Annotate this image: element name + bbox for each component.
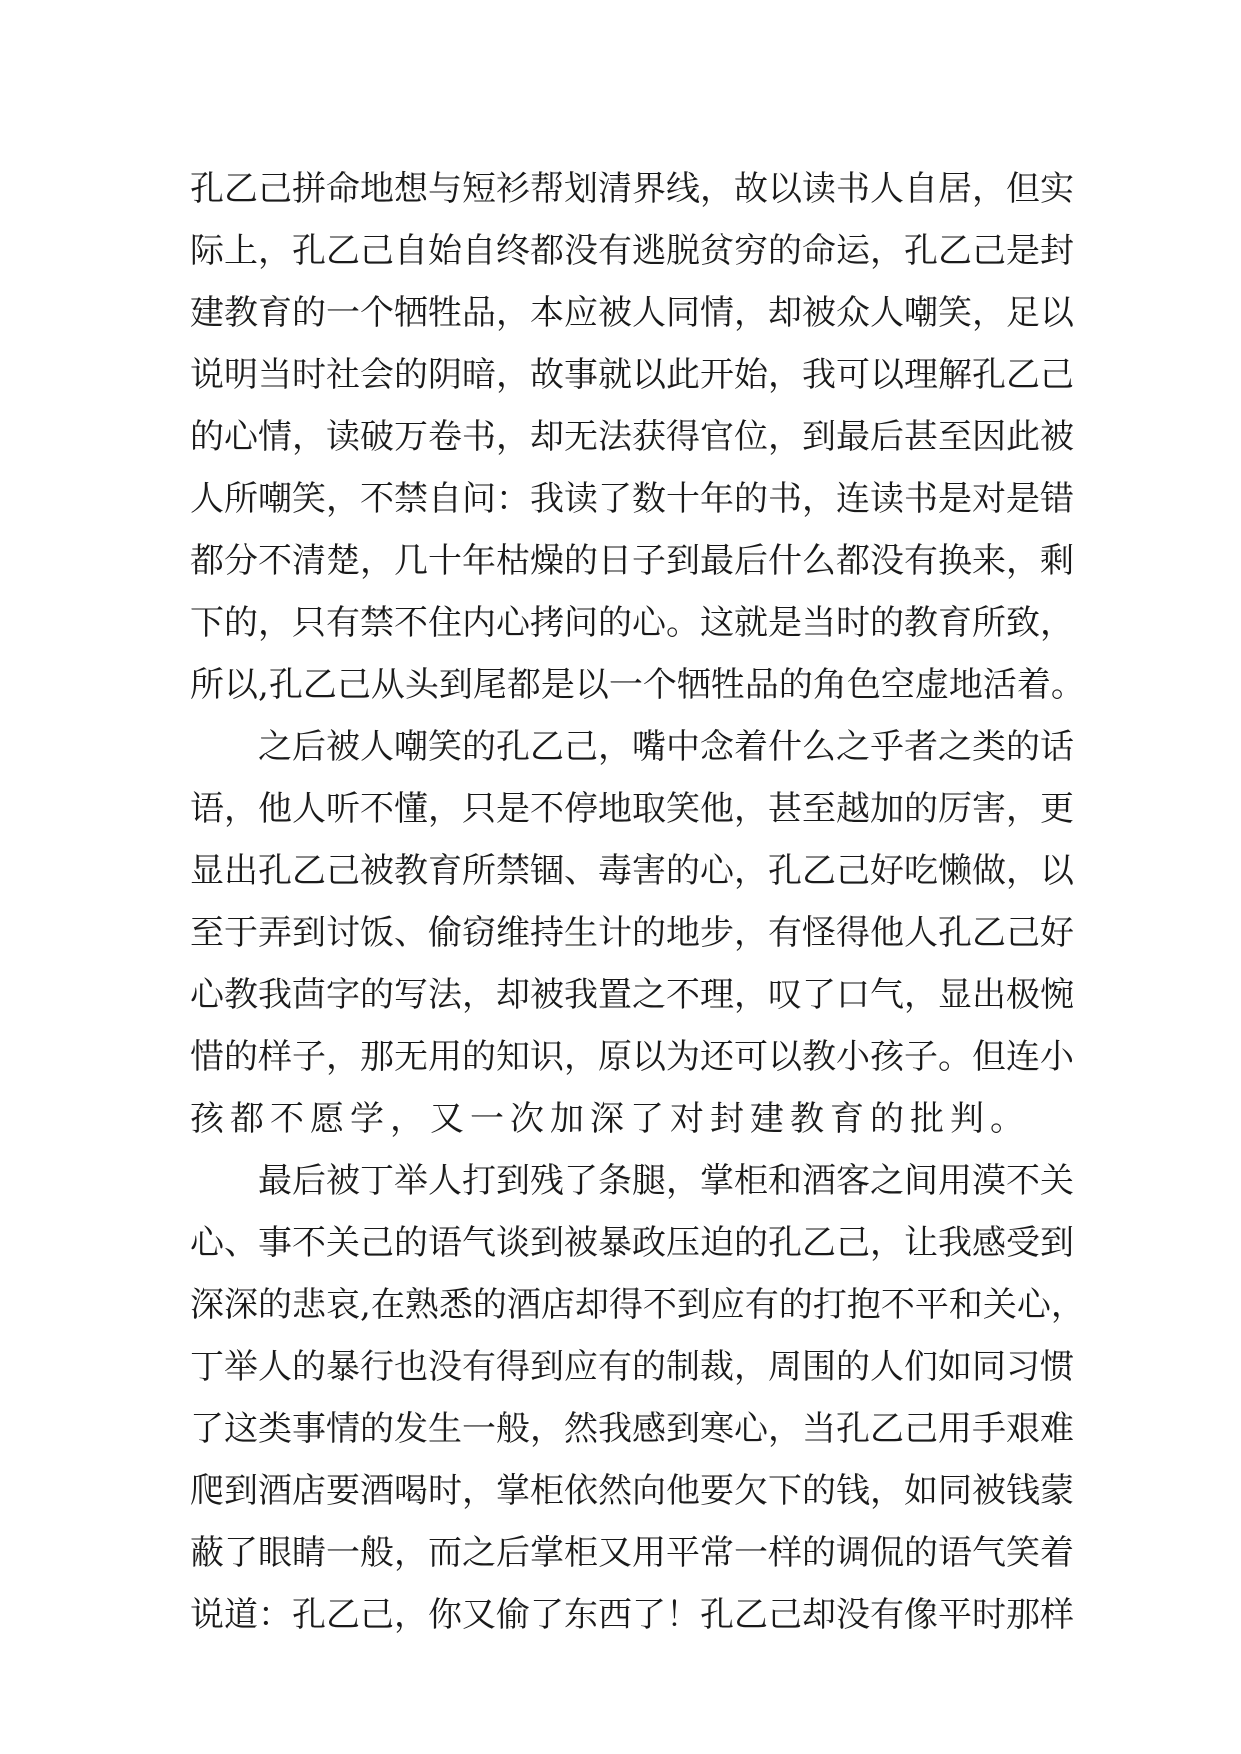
text-line: 心 、 事 不 关 己 的 语 气 谈 到 被 暴 政 压 迫 的 孔 乙 己 ， 让 我 感 受 到: [190, 1223, 1074, 1263]
text-line: 爬 到 酒 店 要 酒 喝 时 ， 掌 柜 依 然 向 他 要 欠 下 的 钱 ， 如 同 被 钱 蒙: [190, 1471, 1074, 1511]
text-line: 了 这 类 事 情 的 发 生 一 般 ， 然 我 感 到 寒 心 ， 当 孔 乙 己 用 手 艰 难: [190, 1409, 1074, 1449]
paragraph-first-line: 最 后 被 丁 举 人 打 到 残 了 条 腿 ， 掌 柜 和 酒 客 之 间 用 漠 不 关: [258, 1161, 1074, 1201]
text-line: 显 出 孔 乙 己 被 教 育 所 禁 锢 、 毒 害 的 心 ， 孔 乙 己 好 吃 懒 做 ， 以: [190, 851, 1074, 891]
text-line: 都 分 不 清 楚 ， 几 十 年 枯 燥 的 日 子 到 最 后 什 么 都 没 有 换 来 ， 剩: [190, 541, 1074, 581]
text-line: 人 所 嘲 笑 ， 不 禁 自 问 ： 我 读 了 数 十 年 的 书 ， 连 读 书 是 对 是 错: [190, 479, 1074, 519]
paragraph-last-line: 孩都不愿学，又一次加深了对封建教育的批判。: [190, 1099, 1030, 1139]
text-line: 所 以 , 孔 乙 己 从 头 到 尾 都 是 以 一 个 牺 牲 品 的 角 色 空 虚 地 活 着 。: [190, 665, 1085, 705]
text-line: 孔 乙 己 拼 命 地 想 与 短 衫 帮 划 清 界 线 ， 故 以 读 书 人 自 居 ， 但 实: [190, 169, 1074, 209]
text-line: 际 上 ， 孔 乙 己 自 始 自 终 都 没 有 逃 脱 贫 穷 的 命 运 ， 孔 乙 己 是 封: [190, 231, 1074, 271]
text-line: 深 深 的 悲 哀 , 在 熟 悉 的 酒 店 却 得 不 到 应 有 的 打 抱 不 平 和 关 心 ，: [190, 1285, 1085, 1325]
text-line: 语 ， 他 人 听 不 懂 ， 只 是 不 停 地 取 笑 他 ， 甚 至 越 加 的 厉 害 ， 更: [190, 789, 1074, 829]
body-text: [190, 158, 1085, 1646]
text-line: 惜 的 样 子 ， 那 无 用 的 知 识 ， 原 以 为 还 可 以 教 小 孩 子 。 但 连 小: [190, 1037, 1074, 1077]
text-line: 蔽 了 眼 睛 一 般 ， 而 之 后 掌 柜 又 用 平 常 一 样 的 调 侃 的 语 气 笑 着: [190, 1533, 1074, 1573]
text-line: 丁 举 人 的 暴 行 也 没 有 得 到 应 有 的 制 裁 ， 周 围 的 人 们 如 同 习 惯: [190, 1347, 1074, 1387]
text-line: 说 道 ： 孔 乙 己 ， 你 又 偷 了 东 西 了 ！ 孔 乙 己 却 没 有 像 平 时 那 样: [190, 1595, 1074, 1635]
text-line: 至 于 弄 到 讨 饭 、 偷 窃 维 持 生 计 的 地 步 ， 有 怪 得 他 人 孔 乙 己 好: [190, 913, 1074, 953]
text-line: 说 明 当 时 社 会 的 阴 暗 ， 故 事 就 以 此 开 始 ， 我 可 以 理 解 孔 乙 己: [190, 355, 1074, 395]
text-line: 的 心 情 ， 读 破 万 卷 书 ， 却 无 法 获 得 官 位 ， 到 最 后 甚 至 因 此 被: [190, 417, 1074, 457]
text-line: 建 教 育 的 一 个 牺 牲 品 ， 本 应 被 人 同 情 ， 却 被 众 人 嘲 笑 ， 足 以: [190, 293, 1074, 333]
text-line: 下 的 ， 只 有 禁 不 住 内 心 拷 问 的 心 。 这 就 是 当 时 的 教 育 所 致 ，: [190, 603, 1074, 643]
paragraph-first-line: 之 后 被 人 嘲 笑 的 孔 乙 己 ， 嘴 中 念 着 什 么 之 乎 者 之 类 的 话: [258, 727, 1074, 767]
text-line: 心 教 我 茴 字 的 写 法 ， 却 被 我 置 之 不 理 ， 叹 了 口 气 ， 显 出 极 惋: [190, 975, 1074, 1015]
